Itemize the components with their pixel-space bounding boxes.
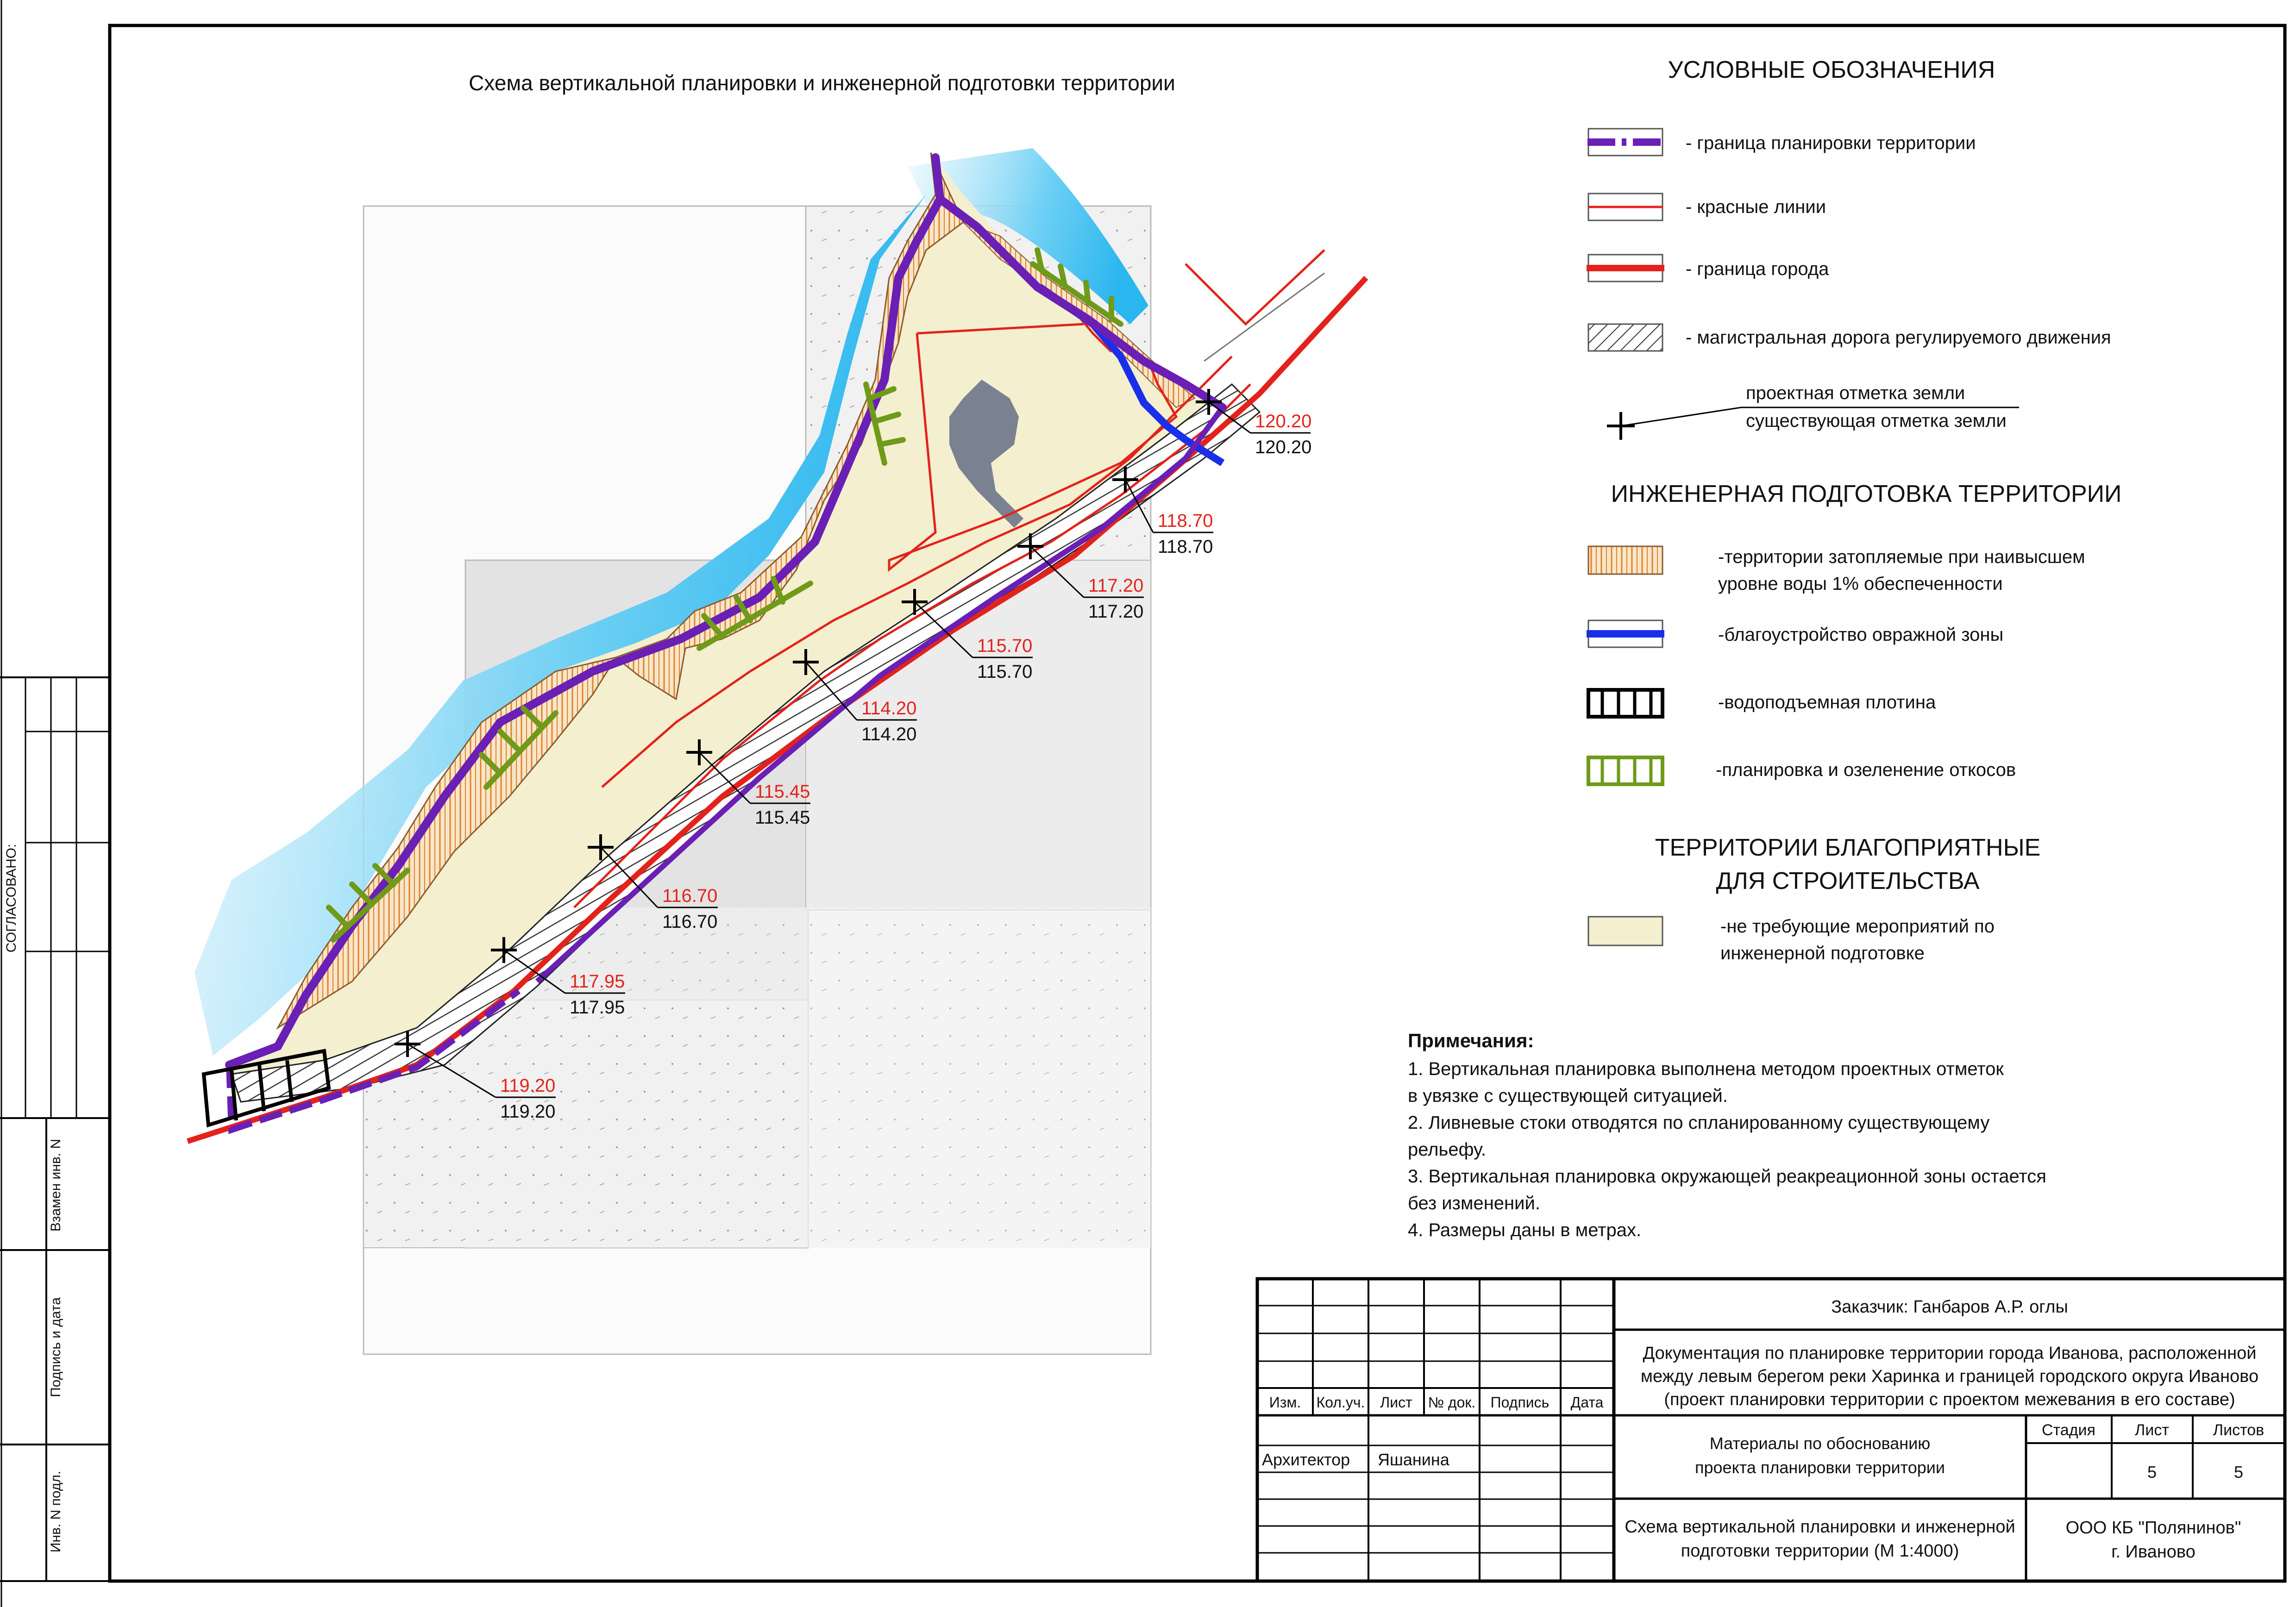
tb-scheme-1: Схема вертикальной планировки и инженерной bbox=[1625, 1517, 2015, 1537]
note-line: в увязке с существующей ситуацией. bbox=[1408, 1086, 1728, 1106]
legend-flood-1: -территории затопляемые при наивысшем bbox=[1718, 547, 2085, 567]
side-field-replace: Взамен инв. N bbox=[48, 1138, 63, 1232]
legend-section2: ИНЖЕНЕРНАЯ ПОДГОТОВКА ТЕРРИТОРИИ bbox=[1611, 481, 2122, 507]
legend-dam: -водоподъемная плотина bbox=[1718, 692, 1936, 713]
side-field-inv: Инв. N подл. bbox=[48, 1470, 63, 1553]
side-stamp bbox=[0, 677, 110, 1581]
elevation-exist: 120.20 bbox=[1255, 437, 1312, 457]
legend-section3-2: ДЛЯ СТРОИТЕЛЬСТВА bbox=[1716, 868, 1980, 894]
legend-elev-proj: проектная отметка земли bbox=[1746, 383, 1965, 403]
tb-customer: Заказчик: Ганбаров А.Р. оглы bbox=[1831, 1297, 2068, 1317]
note-line: 4. Размеры даны в метрах. bbox=[1408, 1220, 1642, 1240]
elevation-exist: 114.20 bbox=[861, 724, 917, 744]
legend-item-city-border: - граница города bbox=[1686, 259, 1829, 279]
tb-doc-2: между левым берегом реки Харинка и границей городского округа Иваново bbox=[1640, 1367, 2259, 1386]
tb-header: Подпись bbox=[1490, 1394, 1549, 1411]
title-block-text bbox=[1262, 1297, 2264, 1562]
tb-doc-1: Документация по планировке территории города Иванова, расположенной bbox=[1643, 1344, 2257, 1363]
tb-scheme-2: подготовки территории (М 1:4000) bbox=[1681, 1541, 1959, 1561]
elevation-proj: 117.95 bbox=[570, 971, 625, 992]
legend-favorable-2: инженерной подготовке bbox=[1720, 943, 1925, 963]
notes bbox=[1408, 1030, 2046, 1240]
tb-doc-3: (проект планировки территории с проектом межевания в его составе) bbox=[1664, 1390, 2235, 1409]
tb-header: Изм. bbox=[1269, 1394, 1301, 1411]
legend-item-red-lines: - красные линии bbox=[1686, 197, 1826, 217]
tb-sheets-h: Листов bbox=[2213, 1421, 2265, 1439]
note-line: 1. Вертикальная планировка выполнена методом проектных отметок bbox=[1408, 1059, 2004, 1079]
tb-name: Яшанина bbox=[1378, 1450, 1449, 1469]
legend-item-road: - магистральная дорога регулируемого движения bbox=[1686, 327, 2111, 348]
red-line-d bbox=[1186, 250, 1324, 324]
tb-materials-2: проекта планировки территории bbox=[1695, 1458, 1945, 1477]
note-line: 2. Ливневые стоки отводятся по спланированному существующему bbox=[1408, 1113, 1990, 1133]
elevation-proj: 116.70 bbox=[662, 886, 718, 906]
elevation-exist: 119.20 bbox=[500, 1101, 556, 1122]
elevation-exist: 115.45 bbox=[755, 807, 810, 828]
elevation-proj: 120.20 bbox=[1255, 411, 1312, 431]
elevation-exist: 118.70 bbox=[1158, 537, 1213, 557]
legend-elev-exist: существующая отметка земли bbox=[1746, 411, 2007, 431]
elevation-proj: 115.70 bbox=[977, 636, 1033, 656]
tb-org-1: ООО КБ "Полянинов" bbox=[2065, 1518, 2241, 1538]
tb-header: Кол.уч. bbox=[1316, 1394, 1365, 1411]
tb-org-2: г. Иваново bbox=[2111, 1542, 2196, 1562]
map bbox=[188, 148, 1366, 1354]
side-field-sign: Подпись и дата bbox=[48, 1297, 63, 1397]
tb-header: Дата bbox=[1570, 1394, 1604, 1411]
elevation-proj: 115.45 bbox=[755, 782, 810, 802]
note-line: 3. Вертикальная планировка окружающей реакреационной зоны остается bbox=[1408, 1166, 2046, 1187]
elevation-proj: 119.20 bbox=[500, 1076, 556, 1096]
note-line: без изменений. bbox=[1408, 1193, 1540, 1213]
tb-stage-h: Стадия bbox=[2042, 1421, 2095, 1439]
legend bbox=[1587, 56, 2121, 963]
legend-favorable-1: -не требующие мероприятий по bbox=[1720, 916, 1995, 937]
legend-flood-2: уровне воды 1% обеспеченности bbox=[1718, 574, 2003, 594]
elevation-exist: 116.70 bbox=[662, 912, 718, 932]
tb-header: № док. bbox=[1428, 1394, 1476, 1411]
side-label: СОГЛАСОВАНО: bbox=[4, 844, 19, 953]
tb-sheet: 5 bbox=[2147, 1463, 2157, 1482]
elevation-proj: 117.20 bbox=[1088, 575, 1144, 596]
legend-section3-1: ТЕРРИТОРИИ БЛАГОПРИЯТНЫЕ bbox=[1655, 834, 2041, 861]
tb-role: Архитектор bbox=[1262, 1450, 1350, 1469]
elevation-proj: 114.20 bbox=[861, 698, 917, 719]
elevation-exist: 115.70 bbox=[977, 662, 1033, 682]
tb-header: Лист bbox=[1380, 1394, 1412, 1411]
notes-title: Примечания: bbox=[1408, 1030, 1534, 1051]
tb-sheets: 5 bbox=[2233, 1463, 2244, 1482]
elevation-exist: 117.95 bbox=[570, 997, 625, 1018]
tb-sheet-h: Лист bbox=[2135, 1421, 2169, 1439]
legend-item-boundary: - граница планировки территории bbox=[1686, 133, 1976, 153]
note-line: рельефу. bbox=[1408, 1139, 1487, 1160]
legend-slopes: -планировка и озеленение откосов bbox=[1716, 760, 2016, 780]
legend-title: УСЛОВНЫЕ ОБОЗНАЧЕНИЯ bbox=[1668, 56, 1995, 83]
tb-materials-1: Материалы по обоснованию bbox=[1709, 1434, 1931, 1453]
elevation-exist: 117.20 bbox=[1088, 601, 1144, 622]
drawing-title: Схема вертикальной планировки и инженерной подготовки территории bbox=[469, 71, 1175, 95]
elevation-proj: 118.70 bbox=[1158, 511, 1213, 531]
legend-ravine: -благоустройство овражной зоны bbox=[1718, 625, 2004, 645]
